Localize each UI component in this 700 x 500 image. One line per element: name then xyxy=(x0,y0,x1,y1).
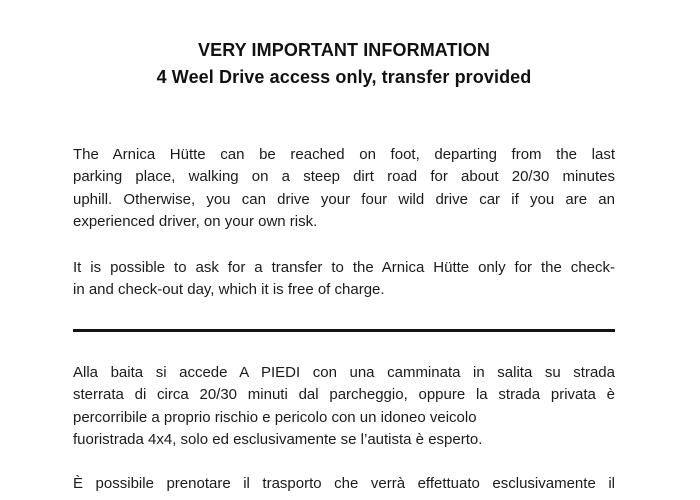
text-line: Alla baita si accede A PIEDI con una camminata in salita su strada xyxy=(73,363,615,381)
section-divider xyxy=(73,329,615,332)
paragraph-italian-transfer xyxy=(73,473,615,495)
document-title-line-1: VERY IMPORTANT INFORMATION xyxy=(198,40,490,60)
text-line: in and check-out day, which it is free of charge. xyxy=(73,281,385,299)
paragraph-italian-access xyxy=(73,362,615,452)
text-line: The Arnica Hütte can be reached on foot, departing from the last xyxy=(73,146,615,163)
paragraph-english-transfer xyxy=(73,257,615,302)
text-line: sterrata di circa 20/30 minuti dal parcheggio, oppure la strada privata è xyxy=(73,386,615,404)
text-line: experienced driver, on your own risk. xyxy=(73,213,318,231)
text-line: percorribile a proprio rischio e pericolo con un idoneo veicolo xyxy=(73,408,477,426)
document-title-line-2: 4 Weel Drive access only, transfer provided xyxy=(156,67,532,87)
document-title xyxy=(73,0,615,91)
paragraph-english-access xyxy=(73,144,615,234)
text-line: È possibile prenotare il trasporto che verrà effettuato esclusivamente il xyxy=(73,474,615,492)
document-content xyxy=(73,0,615,495)
text-line: fuoristrada 4x4, solo ed esclusivamente se l’autista è esperto. xyxy=(73,431,483,449)
text-line: uphill. Otherwise, you can drive your four wild drive car if you are an xyxy=(73,190,615,208)
text-line: It is possible to ask for a transfer to the Arnica Hütte only for the check- xyxy=(73,258,615,276)
text-line: parking place, walking on a steep dirt road for about 20/30 minutes xyxy=(73,168,615,186)
